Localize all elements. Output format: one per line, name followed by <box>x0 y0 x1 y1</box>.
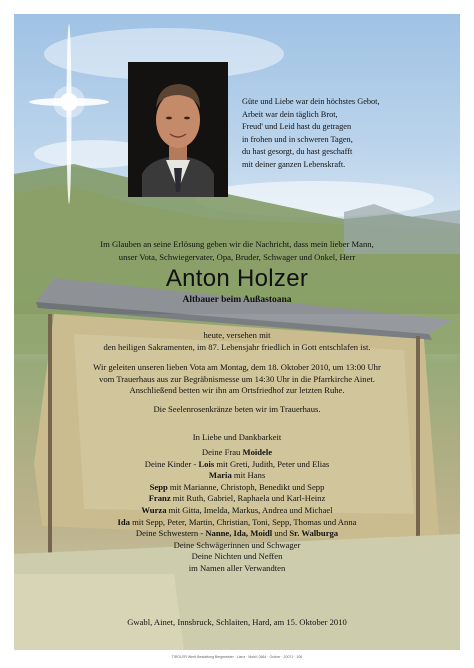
obituary-card <box>14 14 460 650</box>
portrait-photo <box>128 62 228 197</box>
funeral-line: vom Trauerhaus aus zur Begräbnismesse um 14:30 Uhr in die Pfarrkirche Ainet. <box>99 373 375 384</box>
announcement-intro <box>14 238 460 263</box>
poem-line: du hast gesorgt, du hast geschafft <box>242 147 353 156</box>
family-line-relatives: im Namen aller Verwandten <box>188 562 286 573</box>
family-list <box>14 447 460 575</box>
place-and-date: Gwabl, Ainet, Innsbruck, Schlaiten, Hard, am 15. Oktober 2010 <box>127 617 347 627</box>
funeral-details <box>14 362 460 397</box>
poem-line: mit deiner ganzen Lebenskraft. <box>242 159 346 169</box>
memorial-poem <box>242 96 452 171</box>
family-line-nieces: Deine Nichten und Neffen <box>191 551 283 562</box>
death-line: den heiligen Sakramenten, im 87. Lebensjahr friedlich in Gott entschlafen ist. <box>103 341 371 352</box>
death-notice <box>14 330 460 353</box>
death-line: heute, versehen mit <box>203 330 271 340</box>
family-line-franz: Franz mit Ruth, Gabriel, Raphaela und Karl-Heinz <box>148 493 326 504</box>
poem-line: Arbeit war dein täglich Brot, <box>242 109 338 119</box>
poem-line: in frohen und in schweren Tagen, <box>242 134 353 144</box>
intro-line: unser Vota, Schwiegervater, Opa, Bruder, Schwager und Onkel, Herr <box>118 251 356 262</box>
family-line-maria: Maria mit Hans <box>208 470 266 481</box>
gratitude-line: In Liebe und Dankbarkeit <box>192 432 282 442</box>
poem-line: Freud' und Leid hast du getragen <box>242 122 352 131</box>
family-line-children: Deine Kinder - Lois mit Greti, Judith, Peter und Elias <box>144 458 330 469</box>
rosary-note: Die Seelenrosenkränze beten wir im Trauerhaus. <box>153 404 321 414</box>
family-line-ida: Ida mit Sepp, Peter, Martin, Christian, Toni, Sepp, Thomas und Anna <box>117 516 357 527</box>
deceased-subtitle: Altbauer beim Außastoana <box>182 295 292 305</box>
printer-footer: TIROLER Werft Bestattung Bergmeister · Lienz · Mobil: 0664 · Ordner · 20071 · 106 <box>171 655 303 659</box>
funeral-line: Anschließend betten wir ihn am Ortsfriedhof zur letzten Ruhe. <box>129 385 345 396</box>
funeral-line: Wir geleiten unseren lieben Vota am Montag, dem 18. Oktober 2010, um 13:00 Uhr <box>93 362 381 372</box>
family-line-sepp: Sepp mit Marianne, Christoph, Benedikt und Sepp <box>149 481 325 492</box>
poem-line: Güte und Liebe war dein höchstes Gebot, <box>242 97 380 106</box>
family-line-wurza: Wurza mit Gitta, Imelda, Markus, Andrea und Michael <box>141 504 333 515</box>
portrait-icon <box>128 62 228 197</box>
family-line-sisters: Deine Schwestern - Nanne, Ida, Moidl und Sr. Walburga <box>135 528 339 539</box>
family-line-in-laws: Deine Schwägerinnen und Schwager <box>173 539 301 550</box>
family-line-wife: Deine Frau Moidele <box>201 447 273 457</box>
intro-line: Im Glauben an seine Erlösung geben wir die Nachricht, dass mein lieber Mann, <box>100 239 374 249</box>
deceased-name: Anton Holzer <box>165 265 309 292</box>
